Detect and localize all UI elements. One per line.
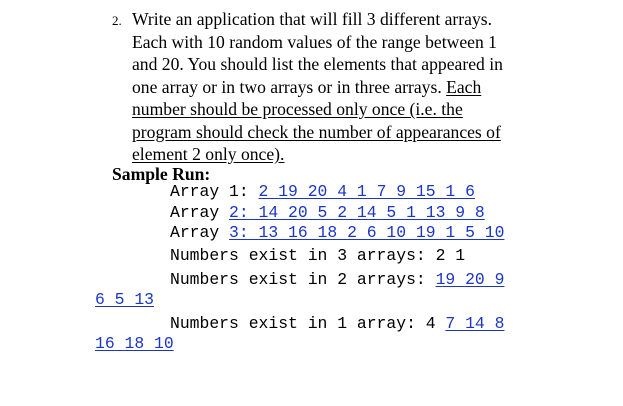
array-3-line [170, 223, 504, 243]
exist-2-label: Numbers exist in 2 arrays: [170, 270, 436, 289]
question-line-3: and 20. You should list the elements that appeared in [132, 54, 503, 74]
question-line-4 [132, 76, 481, 98]
question-line-4-text: one array or in two arrays or in three arrays. [132, 76, 447, 97]
array-2-values-link[interactable]: 2: 14 20 5 2 14 5 1 13 9 8 [229, 202, 485, 222]
question-line-5: number should be processed only once (i.e. the [132, 99, 463, 119]
question-number: 2. [112, 13, 122, 28]
array-3-label: Array [170, 222, 230, 242]
array-1-label: Array 1: [170, 182, 259, 201]
exist-2-line [170, 270, 504, 290]
exist-2-values-link[interactable]: 19 20 9 [435, 270, 505, 289]
question-line-1: Write an application that will fill 3 different arrays. [132, 9, 493, 29]
exist-3-line: Numbers exist in 3 arrays: 2 1 [170, 246, 466, 265]
exist-1-label: Numbers exist in 1 array: 4 [170, 314, 446, 333]
sample-run-heading: Sample Run: [112, 164, 211, 184]
question-line-7: element 2 only once). [132, 144, 285, 164]
question-line-6: program should check the number of appearances of [132, 121, 501, 142]
exist-1-wrap-link[interactable]: 16 18 10 [95, 334, 174, 353]
exist-2-wrap-link[interactable]: 6 5 13 [95, 290, 155, 309]
question-line-4-underlined: Each [446, 76, 482, 97]
exist-1-values-link[interactable]: 7 14 8 [445, 314, 505, 333]
exist-1-line [170, 314, 504, 334]
array-2-line [170, 203, 485, 223]
question-line-2: Each with 10 random values of the range between 1 [132, 31, 497, 52]
array-1-line [170, 182, 475, 202]
array-3-values-link[interactable]: 3: 13 16 18 2 6 10 19 1 5 10 [229, 222, 505, 242]
array-1-values-link[interactable]: 2 19 20 4 1 7 9 15 1 6 [258, 182, 475, 201]
array-2-label: Array [170, 202, 230, 222]
